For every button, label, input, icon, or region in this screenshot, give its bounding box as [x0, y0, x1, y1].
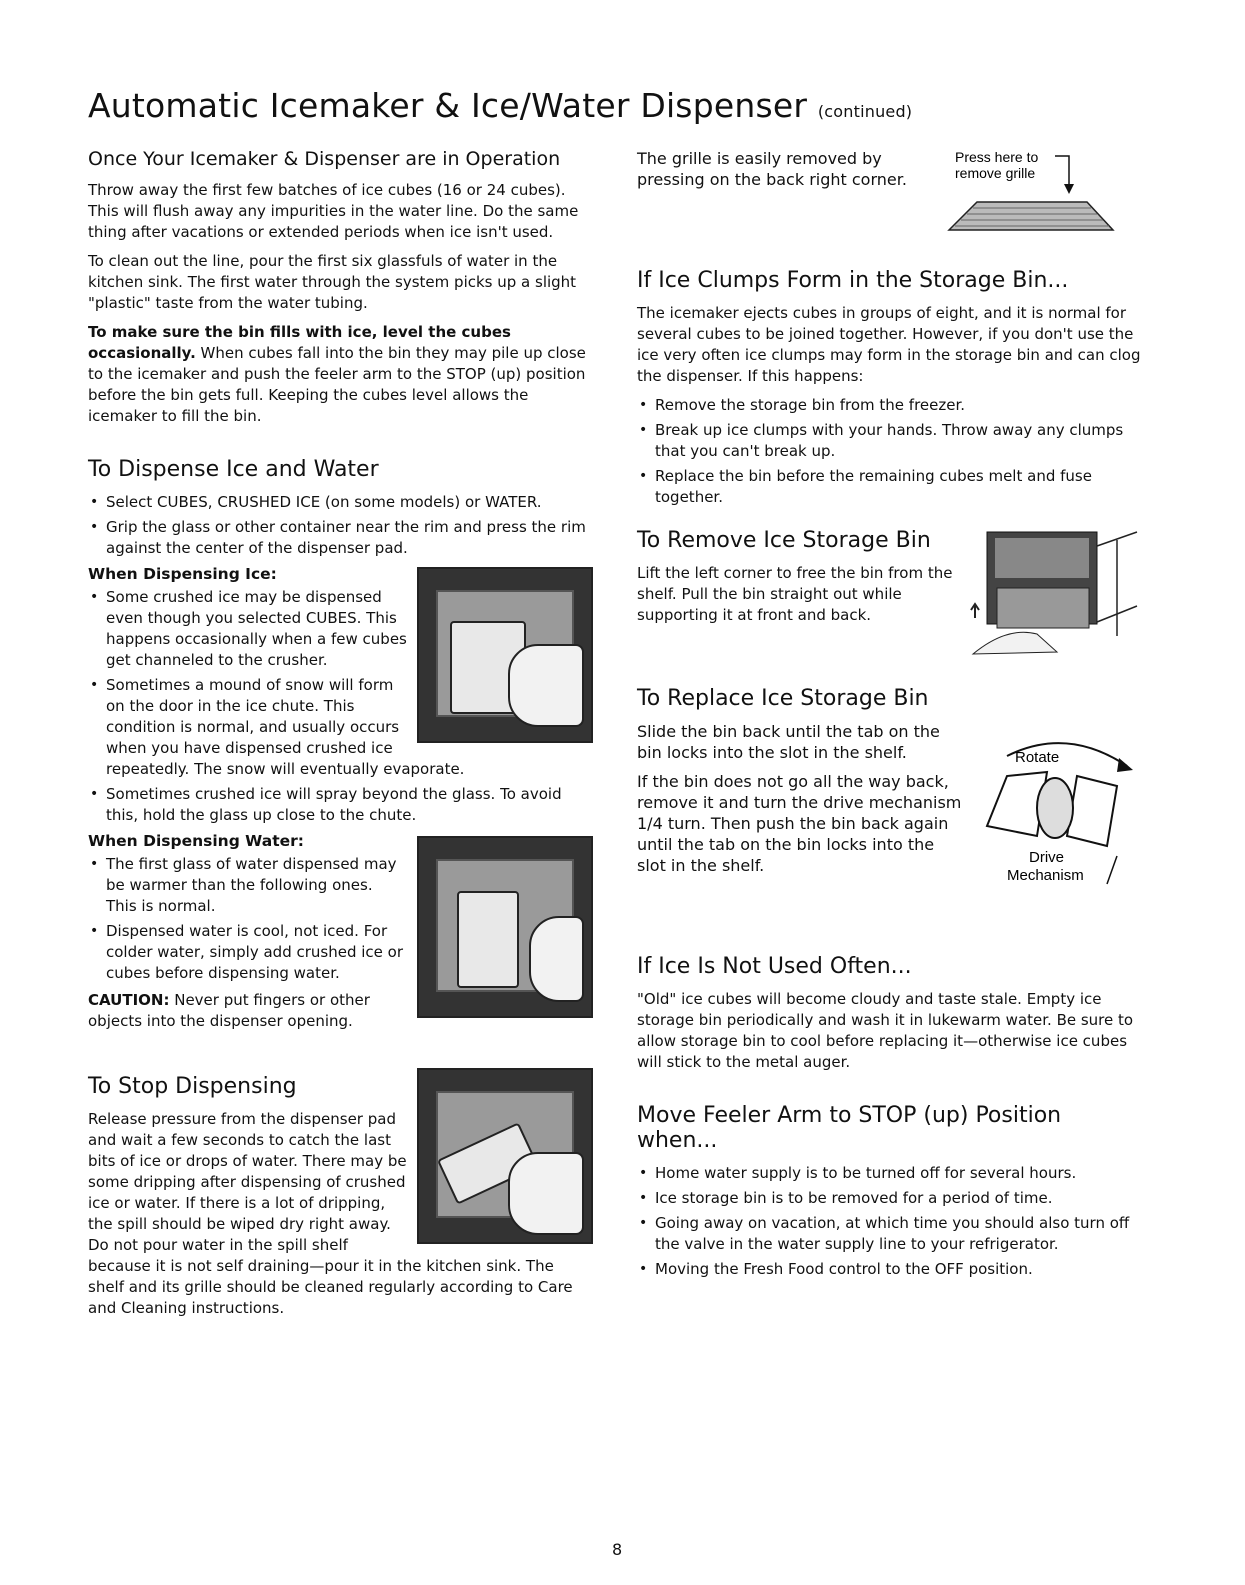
continued-label: (continued)	[817, 102, 913, 121]
replace-heading: To Replace Ice Storage Bin	[637, 686, 929, 711]
page-title	[88, 86, 912, 125]
stop-paragraph: Release pressure from the dispenser pad and wait a few seconds to catch the last bits of ice or drops of water. There may be some dripping after dispensing of crushed ice or water. If there is a lot of dripping, the spill should be wiped dry right away. Do not pour water in the spill shelf because it is not self draining—pour it in the kitchen sink. The shelf and its grille should be cleaned regularly according to Care and Cleaning instructions.	[88, 1110, 573, 1317]
dispense-heading: To Dispense Ice and Water	[88, 457, 379, 482]
not-used-heading: If Ice Is Not Used Often...	[637, 954, 912, 979]
list-item: • Replace the bin before the remaining cubes melt and fuse together.	[637, 466, 1147, 508]
grille-label-line1: Press here to	[955, 149, 1039, 165]
clumps-bullets	[637, 395, 1147, 508]
operation-paragraph-2: To clean out the line, pour the first six glassfuls of water in the kitchen sink. The first water through the system picks up a slight "plastic" taste from the water tubing.	[88, 252, 577, 312]
replace-bin-block	[637, 686, 1147, 936]
caution-body: Never put fingers or other objects into the dispenser opening.	[88, 991, 370, 1030]
operation-paragraph-3	[88, 322, 593, 427]
remove-heading: To Remove Ice Storage Bin	[637, 528, 931, 553]
left-column	[88, 148, 593, 1327]
list-item: • Ice storage bin is to be removed for a period of time.	[637, 1188, 1147, 1209]
clumps-paragraph: The icemaker ejects cubes in groups of eight, and it is normal for several cubes to be joined together. However, if you don't use the ice very often ice clumps may form in the storage bin and can clog the dispenser. If this happens:	[637, 304, 1141, 385]
page-title-text: Automatic Icemaker & Ice/Water Dispenser	[88, 86, 808, 125]
rotate-label: Rotate	[1015, 749, 1060, 766]
list-item: • Moving the Fresh Food control to the OFF position.	[637, 1259, 1147, 1280]
right-column	[637, 148, 1147, 1286]
list-item: • Remove the storage bin from the freezer.	[637, 395, 1147, 416]
list-item: • Break up ice clumps with your hands. Throw away any clumps that you can't break up.	[637, 420, 1147, 462]
feeler-heading: Move Feeler Arm to STOP (up) Position when...	[637, 1103, 1062, 1153]
dispense-bullets	[88, 492, 593, 559]
list-item: • Home water supply is to be turned off for several hours.	[637, 1163, 1147, 1184]
grille-label-line2: remove grille	[955, 165, 1036, 181]
remove-bin-block	[637, 528, 1147, 668]
replace-paragraph-1: Slide the bin back until the tab on the bin locks into the slot in the shelf.	[637, 722, 940, 762]
clumps-heading: If Ice Clumps Form in the Storage Bin...	[637, 268, 1069, 293]
list-item: • Sometimes crushed ice will spray beyond the glass. To avoid this, hold the glass up close to the chute.	[88, 784, 593, 826]
list-item: • Some crushed ice may be dispensed even though you selected CUBES. This happens occasionally when a few cubes get channeled to the crusher.	[88, 587, 593, 671]
drive-label: Drive	[1029, 849, 1065, 866]
not-used-paragraph: "Old" ice cubes will become cloudy and taste stale. Empty ice storage bin periodically and wash it in lukewarm water. Be sure to allow storage bin to cool before replacing it—otherwise ice cubes will stick to the metal auger.	[637, 990, 1134, 1071]
remove-bin-illustration	[967, 526, 1147, 666]
list-item: • Going away on vacation, at which time you should also turn off the valve in the water supply line to your refrigerator.	[637, 1213, 1147, 1255]
list-item: • The first glass of water dispensed may be warmer than the following ones. This is normal.	[88, 854, 593, 917]
level-cubes-bold: To make sure the bin fills with ice, level the cubes occasionally.	[88, 323, 511, 362]
list-item: • Sometimes a mound of snow will form on the door in the ice chute. This condition is normal, and usually occurs when you have dispensed crushed ice repeatedly. The snow will eventually evaporate.	[88, 675, 593, 780]
water-subheading: When Dispensing Water:	[88, 832, 304, 850]
stop-heading: To Stop Dispensing	[88, 1074, 297, 1099]
page-number: 8	[612, 1540, 623, 1559]
operation-paragraph-1: Throw away the first few batches of ice cubes (16 or 24 cubes). This will flush away any impurities in the water line. Do the same thing after vacations or extended periods when ice isn't used.	[88, 181, 579, 241]
level-cubes-text: When cubes fall into the bin they may pile up close to the icemaker and push the feeler arm to the STOP (up) position before the bin gets full. Keeping the cubes level allows the icemaker to fill the bin.	[88, 344, 586, 425]
list-item: • Dispensed water is cool, not iced. For colder water, simply add crushed ice or cubes before dispensing water.	[88, 921, 593, 984]
drive-mechanism-illustration	[967, 736, 1147, 896]
replace-paragraph-2: If the bin does not go all the way back, remove it and turn the drive mechanism 1/4 turn. Then push the bin back again until the tab on the bin locks into the slot in the shelf.	[637, 772, 962, 875]
stop-dispensing-photo	[417, 1068, 593, 1244]
ice-bullets	[88, 587, 593, 826]
grille-block	[637, 148, 1147, 238]
ice-subheading: When Dispensing Ice:	[88, 565, 277, 583]
operation-heading: Once Your Icemaker & Dispenser are in Operation	[88, 148, 561, 170]
list-item: • Select CUBES, CRUSHED ICE (on some models) or WATER.	[88, 492, 593, 513]
feeler-bullets	[637, 1163, 1147, 1280]
grille-paragraph: The grille is easily removed by pressing on the back right corner.	[637, 149, 907, 189]
mechanism-label: Mechanism	[1007, 867, 1084, 884]
caution-label: CAUTION:	[88, 991, 170, 1009]
remove-paragraph: Lift the left corner to free the bin from the shelf. Pull the bin straight out while supporting it at front and back.	[637, 564, 953, 624]
list-item: • Grip the glass or other container near the rim and press the rim against the center of the dispenser pad.	[88, 517, 593, 559]
grille-illustration	[937, 148, 1122, 236]
